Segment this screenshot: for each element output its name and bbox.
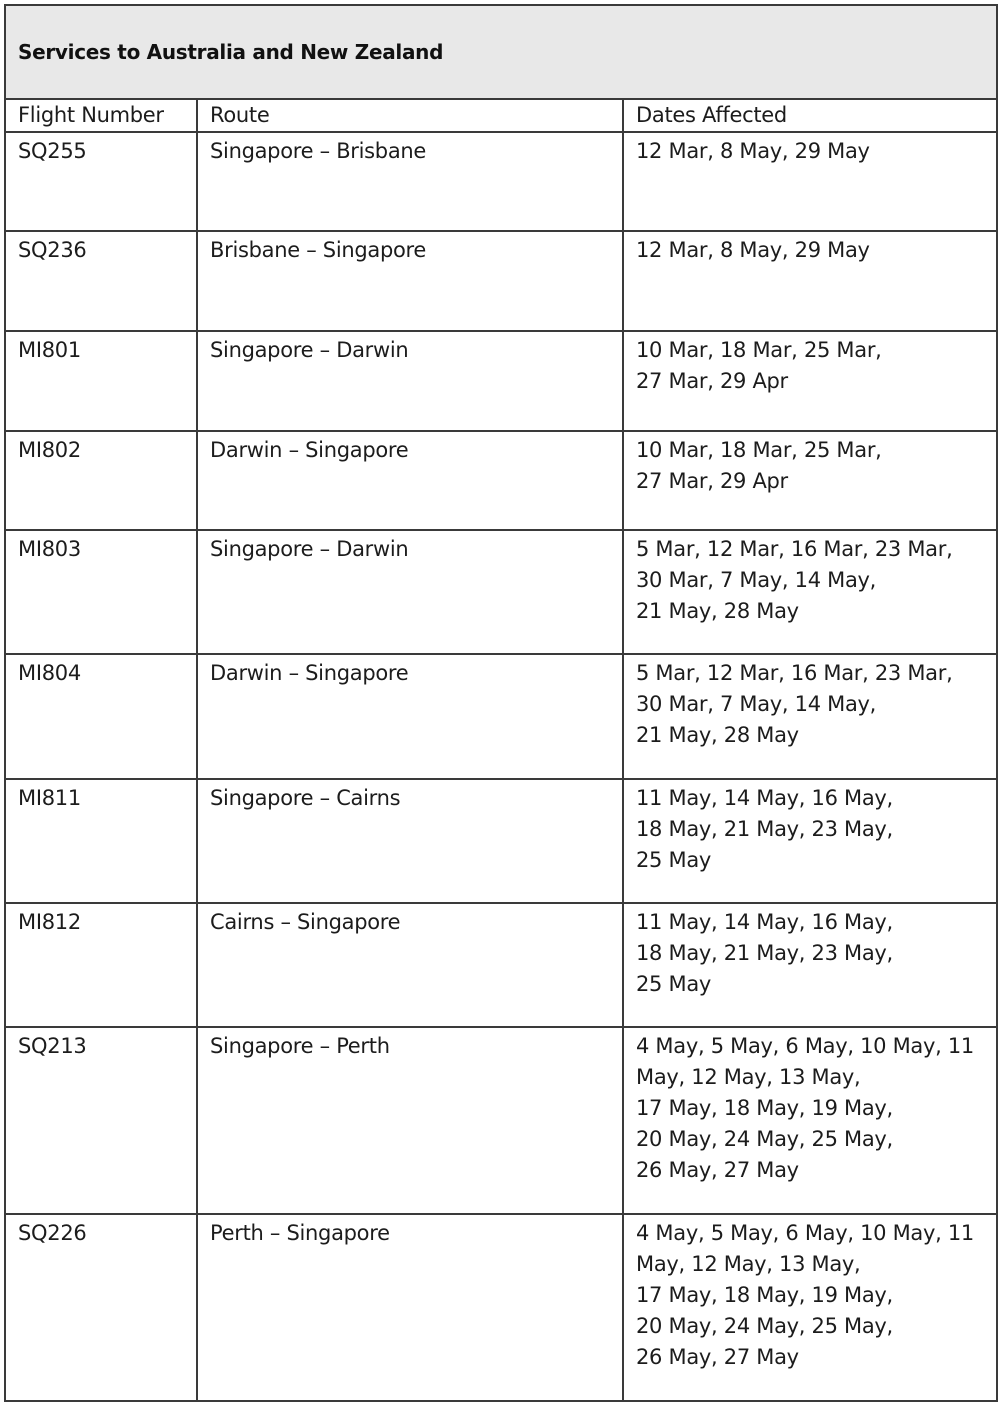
dates-lines <box>636 435 988 497</box>
dates-line: 11 May, 14 May, 16 May, <box>636 910 893 934</box>
route-cell: Singapore – Brisbane <box>197 132 623 231</box>
table-title: Services to Australia and New Zealand <box>18 40 444 64</box>
route-cell: Perth – Singapore <box>197 1214 623 1400</box>
flight-number-cell: MI811 <box>6 779 197 903</box>
dates-line: 17 May, 18 May, 19 May, <box>636 1283 893 1307</box>
dates-lines <box>636 783 988 876</box>
dates-line: 21 May, 28 May <box>636 599 799 623</box>
dates-line: 12 Mar, 8 May, 29 May <box>636 139 870 163</box>
header-row <box>6 100 996 132</box>
dates-lines <box>636 136 988 167</box>
dates-line: 4 May, 5 May, 6 May, 10 May, 11 <box>636 1034 974 1058</box>
table-title-bar <box>6 6 996 100</box>
dates-line: 5 Mar, 12 Mar, 16 Mar, 23 Mar, <box>636 537 953 561</box>
table-row <box>6 431 996 530</box>
route-cell: Darwin – Singapore <box>197 654 623 779</box>
flight-number-cell: SQ255 <box>18 139 87 163</box>
route-cell: Brisbane – Singapore <box>197 231 623 331</box>
dates-line: 26 May, 27 May <box>636 1345 799 1369</box>
route-cell: Singapore – Cairns <box>197 779 623 903</box>
dates-line: 30 Mar, 7 May, 14 May, <box>636 568 877 592</box>
dates-affected-cell <box>623 1027 996 1214</box>
flight-number-cell: MI803 <box>6 530 197 654</box>
dates-line: 18 May, 21 May, 23 May, <box>636 941 893 965</box>
route-cell: Darwin – Singapore <box>197 431 623 530</box>
dates-line: 10 Mar, 18 Mar, 25 Mar, <box>636 438 882 462</box>
dates-line: 17 May, 18 May, 19 May, <box>636 1096 893 1120</box>
table-row <box>6 530 996 654</box>
dates-line: 25 May <box>636 848 712 872</box>
table-row <box>6 1027 996 1214</box>
flight-number-cell: MI801 <box>6 331 197 431</box>
dates-line: 27 Mar, 29 Apr <box>636 469 788 493</box>
table-row <box>6 779 996 903</box>
dates-line: 4 May, 5 May, 6 May, 10 May, 11 <box>636 1221 974 1245</box>
dates-lines <box>636 335 988 397</box>
dates-line: 12 Mar, 8 May, 29 May <box>636 238 870 262</box>
dates-affected-cell <box>623 331 996 431</box>
dates-affected-cell <box>623 654 996 779</box>
dates-lines <box>636 534 988 627</box>
dates-affected-cell <box>623 132 996 231</box>
dates-lines <box>636 1218 988 1373</box>
dates-lines <box>636 907 988 1000</box>
table-row <box>6 1214 996 1400</box>
route-cell: Singapore – Darwin <box>197 331 623 431</box>
table-body <box>6 132 996 1400</box>
dates-lines <box>636 235 988 266</box>
dates-line: 25 May <box>636 972 712 996</box>
dates-affected-cell <box>623 903 996 1027</box>
column-header-route: Route <box>197 100 623 132</box>
dates-line: May, 12 May, 13 May, <box>636 1252 861 1276</box>
flight-number-cell: SQ226 <box>6 1214 197 1400</box>
column-header-flight-number: Flight Number <box>6 100 197 132</box>
route-cell: Cairns – Singapore <box>197 903 623 1027</box>
table-row <box>6 654 996 779</box>
affected-flights-table <box>6 100 996 1400</box>
flight-number-cell: MI812 <box>6 903 197 1027</box>
column-header-dates-affected: Dates Affected <box>623 100 996 132</box>
dates-line: 10 Mar, 18 Mar, 25 Mar, <box>636 338 882 362</box>
flight-number-cell: SQ236 <box>6 231 197 331</box>
flights-table-container <box>4 4 998 1402</box>
table-row <box>6 132 996 231</box>
dates-line: 20 May, 24 May, 25 May, <box>636 1127 893 1151</box>
dates-line: 26 May, 27 May <box>636 1158 799 1182</box>
dates-affected-cell <box>623 779 996 903</box>
dates-lines <box>636 658 988 751</box>
dates-line: 11 May, 14 May, 16 May, <box>636 786 893 810</box>
table-row <box>6 231 996 331</box>
dates-line: 20 May, 24 May, 25 May, <box>636 1314 893 1338</box>
table-row <box>6 903 996 1027</box>
dates-affected-cell <box>623 1214 996 1400</box>
route-cell: Singapore – Darwin <box>197 530 623 654</box>
route-cell: Singapore – Perth <box>197 1027 623 1214</box>
dates-line: May, 12 May, 13 May, <box>636 1065 861 1089</box>
dates-line: 5 Mar, 12 Mar, 16 Mar, 23 Mar, <box>636 661 953 685</box>
dates-affected-cell <box>623 530 996 654</box>
dates-line: 30 Mar, 7 May, 14 May, <box>636 692 877 716</box>
table-row <box>6 331 996 431</box>
flight-number-cell: MI804 <box>6 654 197 779</box>
dates-affected-cell <box>623 231 996 331</box>
dates-line: 18 May, 21 May, 23 May, <box>636 817 893 841</box>
dates-lines <box>636 1031 988 1186</box>
flight-number-cell: MI802 <box>6 431 197 530</box>
flight-number-cell: SQ213 <box>6 1027 197 1214</box>
dates-affected-cell <box>623 431 996 530</box>
dates-line: 21 May, 28 May <box>636 723 799 747</box>
dates-line: 27 Mar, 29 Apr <box>636 369 788 393</box>
